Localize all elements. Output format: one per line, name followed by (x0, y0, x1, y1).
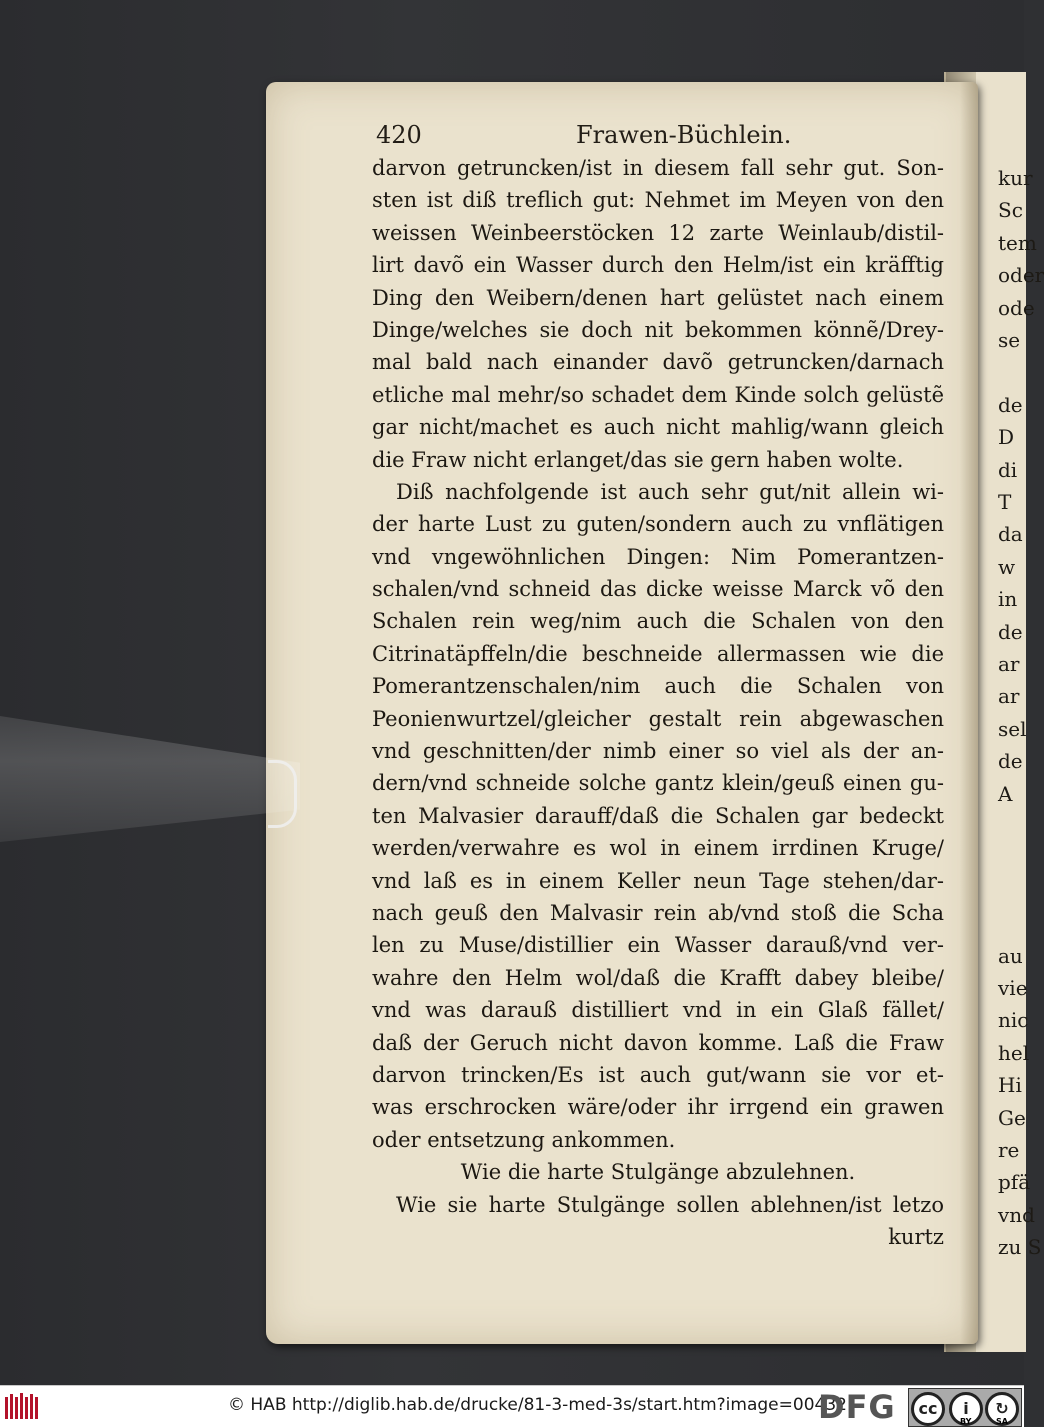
dfg-logo: DFG (818, 1388, 896, 1426)
next-page-fragment: se (998, 328, 1021, 352)
next-page-fragment: da (998, 522, 1023, 547)
by-icon: i (949, 1392, 983, 1426)
text-line: Citrinatäpffeln/die beschneide allermassen wie die (372, 641, 944, 666)
text-line: vnd vngewöhnlichen Dingen: Nim Pomerantzen- (372, 544, 944, 569)
text-line: der harte Lust zu guten/sondern auch zu vnflätigen (372, 512, 944, 537)
text-line: nach geuß den Malvasir rein ab/vnd stoß die Scha (372, 900, 944, 925)
next-page-fragment: Ge (998, 1105, 1026, 1130)
text-line: kurtz (888, 1224, 944, 1249)
text-line: mal bald nach einander davõ getruncken/darnach (372, 350, 944, 375)
next-page-fragment: A (998, 781, 1013, 806)
next-page-fragment: w (998, 554, 1016, 579)
next-page-fragment: vnd (998, 1202, 1035, 1227)
text-line: len zu Muse/distillier ein Wasser darauß/vnd ver- (372, 933, 944, 958)
text-line: Diß nachfolgende ist auch sehr gut/nit allein wi- (396, 479, 944, 504)
text-line: schalen/vnd schneid das dicke weisse Marck võ den (372, 577, 944, 602)
by-label: BY (960, 1417, 972, 1426)
next-page-fragment: D (998, 425, 1015, 450)
next-page-fragment: ode (998, 295, 1035, 320)
text-line: Pomerantzenschalen/nim auch die Schalen von (372, 674, 944, 699)
next-page-fragment: pfä (998, 1170, 1031, 1195)
text-line: darvon getruncken/ist in diesem fall sehr gut. Son- (372, 156, 944, 180)
text-line: vnd geschnitten/der nimb einer so viel als der an- (372, 739, 944, 764)
next-page-fragment: nic (998, 1008, 1029, 1033)
text-line: vnd was darauß distilliert vnd in ein Glaß fället/ (372, 998, 944, 1023)
text-line: Dinge/welches sie doch nit bekommen könnẽ/Drey- (372, 317, 944, 342)
next-page-fragment: Hi (998, 1073, 1022, 1098)
next-page-fragment: de (998, 619, 1023, 644)
text-line: darvon trincken/Es ist auch gut/wann sie vor et- (372, 1062, 944, 1087)
sa-label: SA (996, 1417, 1008, 1426)
next-page-fragment: zu S (998, 1235, 1042, 1260)
footer-bar (0, 1385, 1024, 1427)
next-page-fragment: kur (998, 166, 1033, 190)
next-page-fragment: de (998, 392, 1023, 417)
page-body-text (372, 152, 944, 1253)
text-line: daß der Geruch nicht davon komme. Laß die Fraw (372, 1030, 944, 1055)
text-line: werden/verwahre es wol in einem irrdinen Kruge/ (372, 836, 944, 861)
text-line: oder entsetzung ankommen. (372, 1127, 676, 1152)
text-line: weissen Weinbeerstöcken 12 zarte Weinlaub/distil- (372, 220, 944, 245)
next-page-fragment: Sc (998, 198, 1023, 223)
next-page-fragment: re (998, 1138, 1020, 1162)
hab-logo-icon (4, 1391, 42, 1421)
text-line: Ding den Weibern/denen hart gelüstet nach einem (372, 285, 944, 310)
text-line: lirt davõ ein Wasser durch den Helm/ist ein kräfftig (372, 253, 944, 278)
text-line: Schalen rein weg/nim auch die Schalen von den (372, 609, 944, 634)
text-line: ten Malvasier darauff/daß die Schalen gar bedeckt (372, 803, 944, 828)
running-head (376, 118, 796, 152)
sa-icon: ↻ (985, 1392, 1019, 1426)
text-line: was erschrocken wäre/oder ihr irrgend ein grawen (372, 1095, 944, 1120)
next-page-fragment: tem (998, 230, 1037, 255)
section-heading: Wie die harte Stulgänge abzulehnen. (460, 1160, 856, 1185)
clamp-tip (268, 760, 297, 828)
text-line: sten ist diß treflich gut: Nehmet im Meyen von den (372, 188, 944, 213)
next-page-fragment: au (998, 943, 1023, 968)
next-page-fragment: vie (998, 976, 1028, 1000)
next-page-fragment: sel (998, 716, 1027, 741)
text-line: etliche mal mehr/so schadet dem Kinde solch gelüstẽ (372, 382, 944, 407)
next-page-fragment: ar (998, 684, 1020, 709)
text-line: dern/vnd schneide solche gantz klein/geuß einen gu- (372, 771, 944, 796)
text-line: vnd laß es in einem Keller neun Tage stehen/dar- (372, 868, 944, 893)
next-page-fragment: di (998, 457, 1018, 482)
text-line: gar nicht/machet es auch nicht mahlig/wann gleich (372, 415, 944, 440)
cc-icon: cc (911, 1392, 945, 1426)
cc-license-badge[interactable] (908, 1388, 1022, 1427)
next-page-fragment: de (998, 749, 1023, 774)
text-line: wahre den Helm wol/daß die Krafft dabey bleibe/ (372, 965, 944, 990)
text-line: Peonienwurtzel/gleicher gestalt rein abgewaschen (372, 706, 944, 731)
next-page-fragment: oder (998, 263, 1044, 288)
next-page-fragment: T (998, 490, 1012, 514)
text-line: Wie sie harte Stulgänge sollen ablehnen/ist letzo (396, 1192, 944, 1217)
copyright-link[interactable]: © HAB http://diglib.hab.de/drucke/81-3-med-3s/start.htm?image=00432 (228, 1395, 847, 1415)
text-line: die Fraw nicht erlanget/das sie gern haben wolte. (372, 447, 904, 472)
next-page-fragment: hel (998, 1040, 1030, 1065)
next-page-fragment: in (998, 587, 1018, 612)
running-title: Frawen-Büchlein. (576, 121, 792, 149)
page-number: 420 (376, 121, 422, 149)
next-page-fragment: ar (998, 652, 1020, 676)
